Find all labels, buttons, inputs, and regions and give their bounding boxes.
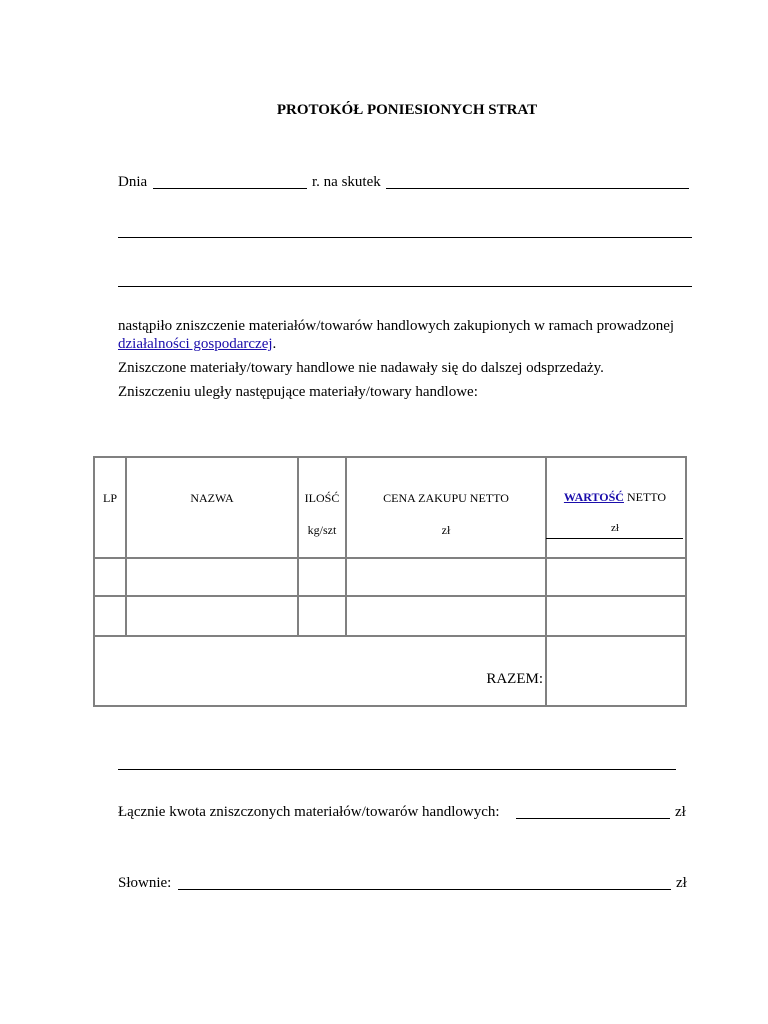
paragraph-not-resellable: Zniszczone materiały/towary handlowe nie nadawały się do dalszej odsprzedaży. — [118, 360, 604, 376]
cause-blank-line — [386, 188, 689, 189]
below-table-blank-line — [118, 769, 676, 770]
paragraph-items-intro: Zniszczeniu uległy następujące materiały/towary handlowe: — [118, 384, 478, 400]
header-lp: LP — [102, 491, 117, 505]
total-amount-currency: zł — [675, 804, 686, 820]
in-words-currency: zł — [676, 875, 687, 891]
table-divider-lp — [125, 458, 127, 637]
razem-label: RAZEM: — [486, 671, 543, 687]
in-words-blank — [178, 889, 671, 890]
header-wartosc-unit: zł — [611, 522, 619, 534]
header-ilosc-unit: kg/szt — [307, 523, 337, 537]
header-cena-unit: zł — [441, 523, 451, 537]
table-header-bottom — [95, 557, 685, 559]
total-amount-label: Łącznie kwota zniszczonych materiałów/towarów handlowych: — [118, 804, 500, 820]
cause-continuation-line-1 — [118, 237, 692, 238]
date-blank-line — [153, 188, 307, 189]
date-line-middle: r. na skutek — [312, 174, 381, 190]
total-amount-blank — [516, 818, 670, 819]
header-ilosc: ILOŚĆ — [304, 491, 340, 505]
table-divider-ilosc — [345, 458, 347, 637]
header-wartosc-rest: NETTO — [623, 490, 667, 504]
table-row2-bottom — [95, 635, 685, 637]
cause-continuation-line-2 — [118, 286, 692, 287]
table-row1-bottom — [95, 595, 685, 597]
business-activity-link[interactable]: działalności gospodarczej — [118, 336, 273, 352]
wartosc-link[interactable]: WARTOŚĆ — [563, 490, 624, 504]
paragraph-destruction-line2 — [118, 336, 276, 353]
in-words-label: Słownie: — [118, 875, 172, 891]
paragraph-destruction-end: . — [272, 336, 277, 352]
wartosc-header-underline — [546, 538, 683, 539]
date-line-prefix: Dnia — [118, 174, 148, 190]
header-cena: CENA ZAKUPU NETTO — [383, 491, 509, 505]
losses-table — [93, 456, 687, 707]
paragraph-destruction-text: nastąpiło zniszczenie materiałów/towarów handlowych zakupionych w ramach prowadzonej — [118, 318, 675, 334]
table-divider-nazwa — [297, 458, 299, 637]
header-nazwa: NAZWA — [190, 491, 234, 505]
header-wartosc — [547, 490, 683, 505]
paragraph-destruction — [118, 318, 674, 335]
document-title: PROTOKÓŁ PONIESIONYCH STRAT — [276, 102, 538, 118]
